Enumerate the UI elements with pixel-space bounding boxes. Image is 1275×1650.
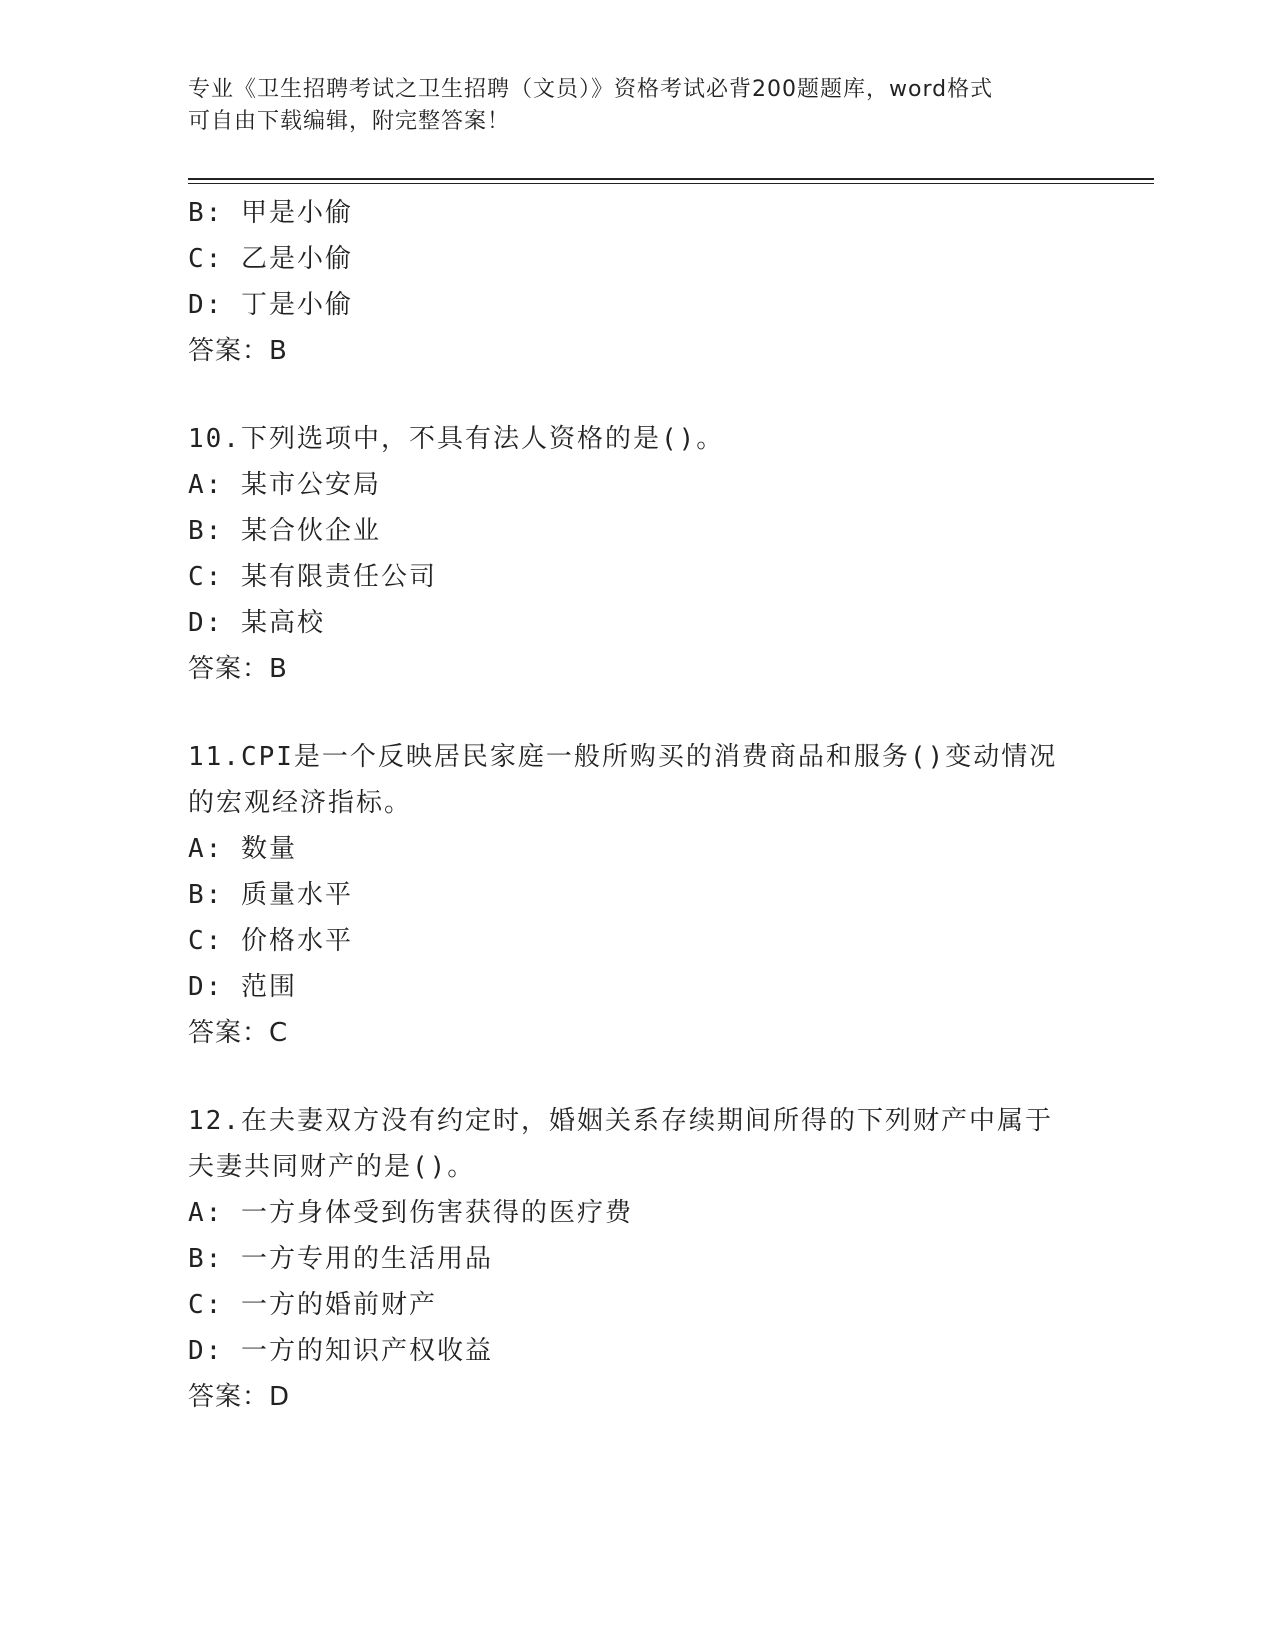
spacer xyxy=(188,692,1088,734)
question-stem: 10.下列选项中，不具有法人资格的是()。 xyxy=(188,424,725,454)
option-c: C: 某有限责任公司 xyxy=(188,562,437,592)
option-d: D: 某高校 xyxy=(188,608,325,638)
option-a: A: 一方身体受到伤害获得的医疗费 xyxy=(188,1198,633,1228)
option-d: D: 丁是小偷 xyxy=(188,290,353,320)
option-b: B: 甲是小偷 xyxy=(188,198,353,228)
spacer xyxy=(188,1056,1088,1098)
question-stem: 12.在夫妻双方没有约定时，婚姻关系存续期间所得的下列财产中属于 xyxy=(188,1106,1053,1136)
question-10 xyxy=(188,416,1088,692)
header-line-1: 专业《卫生招聘考试之卫生招聘（文员）》资格考试必背200题题库，word格式 xyxy=(188,77,994,102)
option-b: B: 一方专用的生活用品 xyxy=(188,1244,493,1274)
question-stem: 11.CPI是一个反映居民家庭一般所购买的消费商品和服务()变动情况 xyxy=(188,742,1058,772)
option-d: D: 范围 xyxy=(188,972,297,1002)
option-c: C: 乙是小偷 xyxy=(188,244,353,274)
question-stem-continued: 夫妻共同财产的是()。 xyxy=(188,1152,476,1182)
option-a: A: 某市公安局 xyxy=(188,470,381,500)
option-c: C: 一方的婚前财产 xyxy=(188,1290,437,1320)
question-12 xyxy=(188,1098,1088,1420)
option-c: C: 价格水平 xyxy=(188,926,353,956)
answer-line: 答案：B xyxy=(188,654,288,684)
question-stem-continued: 的宏观经济指标。 xyxy=(188,788,413,818)
answer-line: 答案：D xyxy=(188,1382,291,1412)
answer-line: 答案：B xyxy=(188,336,288,366)
header-divider-thick xyxy=(188,178,1154,180)
option-d: D: 一方的知识产权收益 xyxy=(188,1336,493,1366)
document-header xyxy=(188,74,1088,138)
header-divider-thin xyxy=(188,183,1154,184)
answer-line: 答案：C xyxy=(188,1018,289,1048)
question-content xyxy=(188,190,1088,1420)
header-line-2: 可自由下载编辑，附完整答案！ xyxy=(188,109,511,134)
option-a: A: 数量 xyxy=(188,834,297,864)
option-b: B: 某合伙企业 xyxy=(188,516,381,546)
spacer xyxy=(188,374,1088,416)
question-11 xyxy=(188,734,1088,1056)
question-9-continuation xyxy=(188,190,1088,374)
option-b: B: 质量水平 xyxy=(188,880,353,910)
